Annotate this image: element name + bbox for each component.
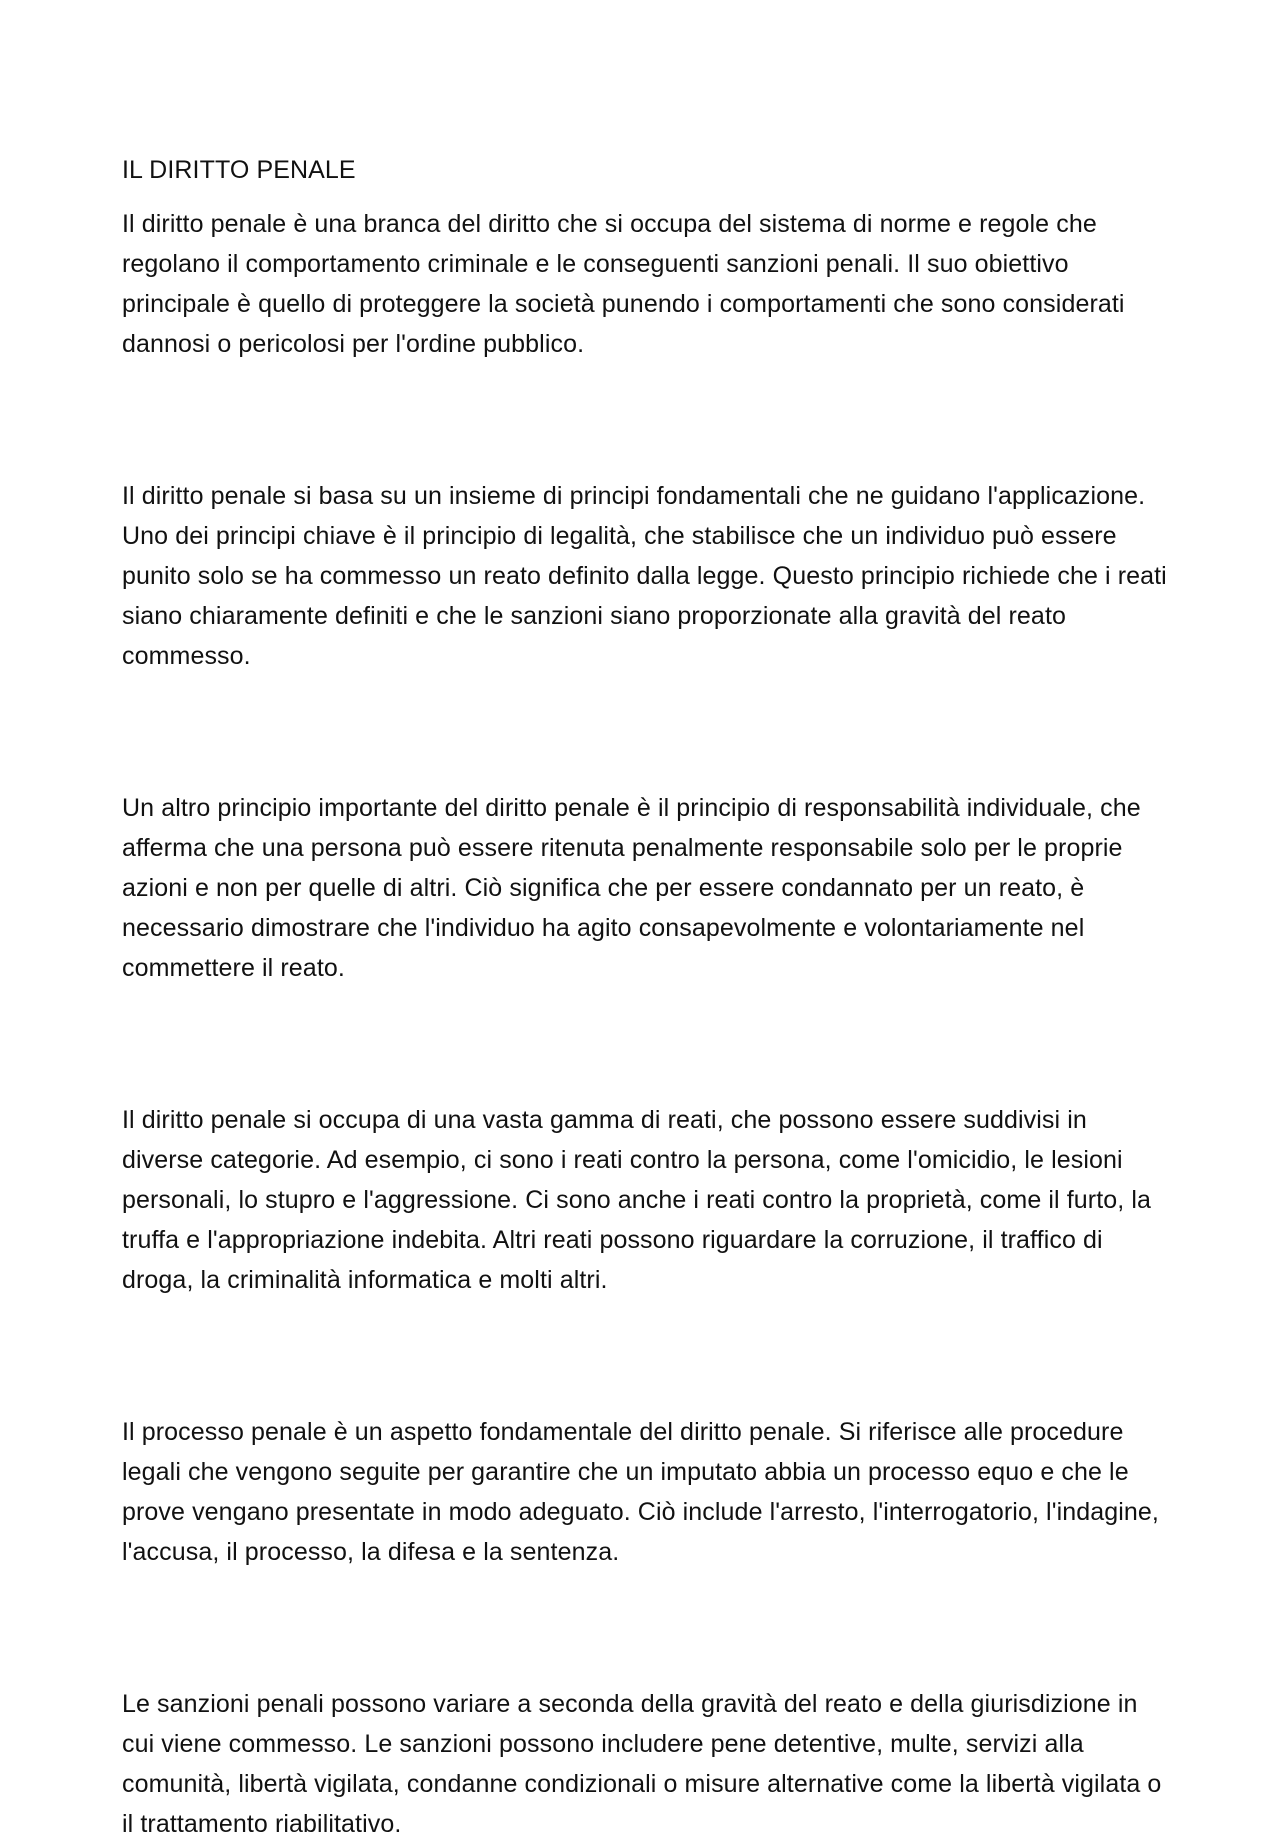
document-body — [122, 150, 1174, 1844]
paragraph-criminal-sanctions: Le sanzioni penali possono variare a seconda della gravità del reato e della giurisdizione in cui viene commesso. Le sanzioni possono includere pene detentive, multe, servizi alla comunità, libertà vigilata, condanne condizionali o misure alternative come la libertà vigilata o il trattamento riabilitativo. — [122, 1690, 1162, 1838]
paragraph-criminal-procedure: Il processo penale è un aspetto fondamentale del diritto penale. Si riferisce alle procedure legali che vengono seguite per garantire che un imputato abbia un processo equo e che le prove vengano presentate in modo adeguato. Ciò include l'arresto, l'interrogatorio, l'indagine, l'accusa, il processo, la difesa e la sentenza. — [122, 1418, 1159, 1566]
document-title: IL DIRITTO PENALE — [122, 156, 356, 184]
paragraph-crime-categories: Il diritto penale si occupa di una vasta gamma di reati, che possono essere suddivisi in diverse categorie. Ad esempio, ci sono i reati contro la persona, come l'omicidio, le lesioni personali, lo stupro e l'aggressione. Ci sono anche i reati contro la proprietà, come il furto, la truffa e l'appropriazione indebita. Altri reati possono riguardare la corruzione, il traffico di droga, la criminalità informatica e molti altri. — [122, 1106, 1152, 1294]
paragraph-definition: Il diritto penale è una branca del diritto che si occupa del sistema di norme e regole che regolano il comportamento criminale e le conseguenti sanzioni penali. Il suo obiettivo principale è quello di proteggere la società punendo i comportamenti che sono considerati dannosi o pericolosi per l'ordine pubblico. — [122, 210, 1125, 358]
paragraph-legality-principle: Il diritto penale si basa su un insieme di principi fondamentali che ne guidano l'applicazione. Uno dei principi chiave è il principio di legalità, che stabilisce che un individuo può essere punito solo se ha commesso un reato definito dalla legge. Questo principio richiede che i reati siano chiaramente definiti e che le sanzioni siano proporzionate alla gravità del reato commesso. — [122, 482, 1167, 670]
paragraph-individual-responsibility: Un altro principio importante del diritto penale è il principio di responsabilità individuale, che afferma che una persona può essere ritenuta penalmente responsabile solo per le proprie azioni e non per quelle di altri. Ciò significa che per essere condannato per un reato, è necessario dimostrare che l'individuo ha agito consapevolmente e volontariamente nel commettere il reato. — [122, 794, 1141, 982]
